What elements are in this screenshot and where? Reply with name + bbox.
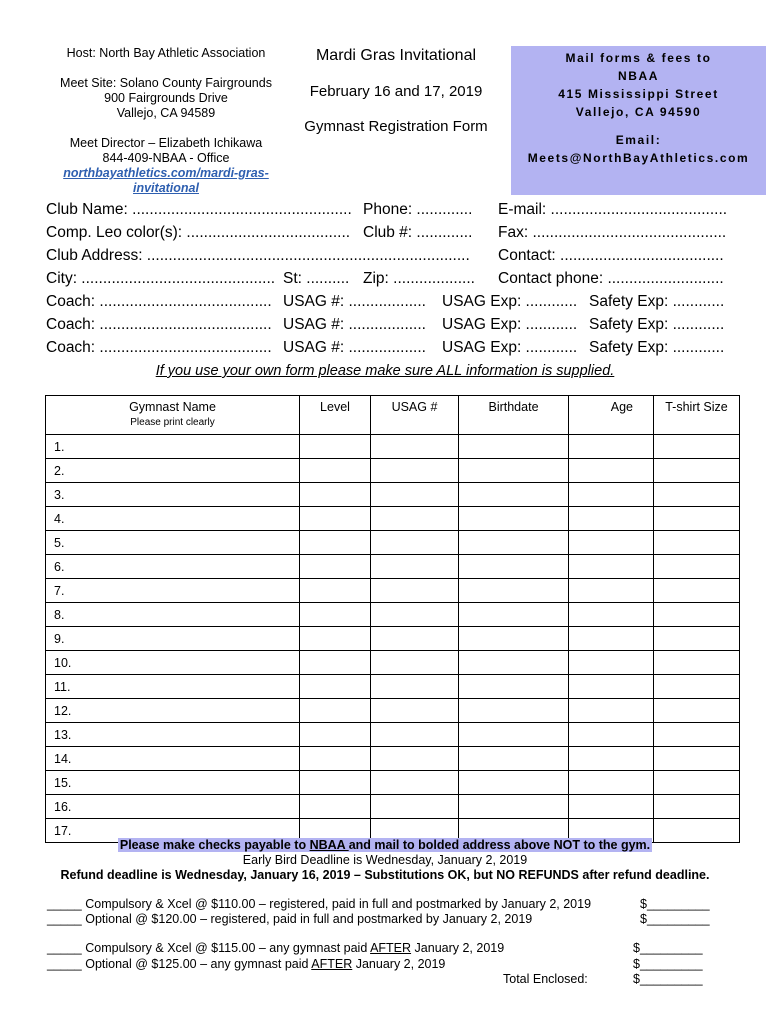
birthdate-cell[interactable] (459, 771, 569, 795)
event-title: Mardi Gras Invitational (315, 47, 477, 64)
age-cell[interactable] (569, 771, 654, 795)
age-cell[interactable] (569, 627, 654, 651)
host-info (50, 46, 282, 196)
amount-blank[interactable]: $_________ (640, 912, 710, 926)
checks-post: and mail to bolded address above NOT to the gym. (348, 838, 651, 852)
coach-safety-exp-field[interactable]: Safety Exp: ............ (589, 293, 725, 310)
amount-blank[interactable]: $_________ (633, 957, 703, 971)
event-dates: February 16 and 17, 2019 (309, 83, 483, 100)
usag-cell[interactable] (371, 675, 459, 699)
level-cell[interactable] (300, 795, 371, 819)
coach-usag-exp-field[interactable]: USAG Exp: ............ (442, 316, 578, 333)
fee3-post: January 2, 2019 (411, 941, 505, 955)
club-name-field[interactable]: Club Name: ................................................... (46, 201, 352, 218)
level-cell[interactable] (300, 435, 371, 459)
coach-usag-exp-field[interactable]: USAG Exp: ............ (442, 339, 578, 356)
checks-instruction (0, 838, 770, 852)
usag-cell[interactable] (371, 627, 459, 651)
coach-field[interactable]: Coach: ........................................ (46, 293, 272, 310)
age-cell[interactable] (569, 459, 654, 483)
table-row (46, 603, 740, 627)
age-cell[interactable] (569, 675, 654, 699)
form-name: Gymnast Registration Form (304, 118, 488, 135)
state-field[interactable]: St: .......... (283, 270, 350, 287)
level-cell[interactable] (300, 675, 371, 699)
usag-cell[interactable] (371, 507, 459, 531)
level-cell[interactable] (300, 483, 371, 507)
mail-line-2: NBAA (617, 69, 660, 83)
table-row (46, 675, 740, 699)
coach-field[interactable]: Coach: ........................................ (46, 316, 272, 333)
coach-usag-field[interactable]: USAG #: .................. (283, 316, 426, 333)
mail-line-4: Vallejo, CA 94590 (575, 105, 702, 119)
coach-safety-exp-field[interactable]: Safety Exp: ............ (589, 339, 725, 356)
col-age: Age (569, 396, 654, 435)
level-cell[interactable] (300, 747, 371, 771)
col-level: Level (300, 396, 371, 435)
col-birthdate: Birthdate (459, 396, 569, 435)
fee4-pre: _____ Optional @ $125.00 – any gymnast paid (47, 957, 312, 971)
birthdate-cell[interactable] (459, 483, 569, 507)
mail-line-3: 415 Mississippi Street (558, 87, 719, 101)
tshirt-cell[interactable] (654, 675, 740, 699)
tshirt-cell[interactable] (654, 579, 740, 603)
tshirt-cell[interactable] (654, 555, 740, 579)
table-row (46, 555, 740, 579)
fee-line-compulsory-early[interactable]: _____ Compulsory & Xcel @ $110.00 – registered, paid in full and postmarked by January 2, 2019 (47, 897, 592, 911)
col-gymnast-name-hint: Please print clearly (130, 417, 215, 428)
coach-usag-exp-field[interactable]: USAG Exp: ............ (442, 293, 578, 310)
amount-blank[interactable]: $_________ (633, 941, 703, 955)
fax-field[interactable]: Fax: ............................................. (498, 224, 727, 241)
birthdate-cell[interactable] (459, 627, 569, 651)
birthdate-cell[interactable] (459, 651, 569, 675)
early-bird-deadline: Early Bird Deadline is Wednesday, January 2, 2019 (242, 853, 528, 867)
gymnast-name-cell[interactable]: 15. (46, 771, 300, 795)
fee4-after: AFTER (311, 957, 353, 971)
table-row (46, 699, 740, 723)
usag-cell[interactable] (371, 555, 459, 579)
checks-pre: Please make checks payable to (119, 838, 310, 852)
gymnast-name-cell[interactable]: 9. (46, 627, 300, 651)
usag-cell[interactable] (371, 483, 459, 507)
usag-cell[interactable] (371, 603, 459, 627)
mail-email: Meets@NorthBayAthletics.com (527, 151, 750, 165)
usag-cell[interactable] (371, 435, 459, 459)
birthdate-cell[interactable] (459, 555, 569, 579)
tshirt-cell[interactable] (654, 507, 740, 531)
level-cell[interactable] (300, 531, 371, 555)
age-cell[interactable] (569, 579, 654, 603)
office-phone-line: 844-409-NBAA - Office (102, 151, 230, 165)
level-cell[interactable] (300, 771, 371, 795)
mail-line-1: Mail forms & fees to (565, 51, 712, 65)
coach-field[interactable]: Coach: ........................................ (46, 339, 272, 356)
level-cell[interactable] (300, 507, 371, 531)
age-cell[interactable] (569, 435, 654, 459)
event-website-link[interactable] (50, 166, 282, 196)
meet-site-line: Meet Site: Solano County Fairgrounds (60, 76, 272, 90)
table-row (46, 531, 740, 555)
contact-phone-field[interactable]: Contact phone: ........................... (498, 270, 724, 287)
usag-cell[interactable] (371, 651, 459, 675)
gymnast-name-cell[interactable]: 1. (46, 435, 300, 459)
table-row (46, 507, 740, 531)
leo-color-field[interactable]: Comp. Leo color(s): ...................................... (46, 224, 351, 241)
tshirt-cell[interactable] (654, 747, 740, 771)
fee-line-optional-late[interactable] (47, 957, 445, 971)
gymnast-name-cell[interactable]: 7. (46, 579, 300, 603)
gymnast-table (45, 395, 740, 843)
tshirt-cell[interactable] (654, 531, 740, 555)
coach-safety-exp-field[interactable]: Safety Exp: ............ (589, 316, 725, 333)
birthdate-cell[interactable] (459, 507, 569, 531)
table-row (46, 627, 740, 651)
table-header-row (46, 396, 740, 435)
table-row (46, 579, 740, 603)
table-row (46, 771, 740, 795)
usag-cell[interactable] (371, 747, 459, 771)
gymnast-table-body (46, 435, 740, 843)
birthdate-cell[interactable] (459, 699, 569, 723)
table-row (46, 795, 740, 819)
coach-usag-field[interactable]: USAG #: .................. (283, 339, 426, 356)
usag-cell[interactable] (371, 531, 459, 555)
meet-address-line: 900 Fairgrounds Drive (104, 91, 228, 105)
club-number-field[interactable]: Club #: ............. (363, 224, 473, 241)
level-cell[interactable] (300, 723, 371, 747)
mail-instructions-box (511, 46, 766, 195)
level-cell[interactable] (300, 651, 371, 675)
gymnast-name-cell[interactable]: 2. (46, 459, 300, 483)
event-website-link-part2: invitational (133, 181, 199, 195)
birthdate-cell[interactable] (459, 723, 569, 747)
col-tshirt: T-shirt Size (654, 396, 740, 435)
birthdate-cell[interactable] (459, 675, 569, 699)
contact-field[interactable]: Contact: ...................................... (498, 247, 724, 264)
email-field[interactable]: E-mail: ......................................... (498, 201, 728, 218)
gymnast-name-cell[interactable]: 16. (46, 795, 300, 819)
birthdate-cell[interactable] (459, 795, 569, 819)
refund-deadline: Refund deadline is Wednesday, January 16, 2019 – Substitutions OK, but NO REFUNDS after refund deadline. (60, 868, 710, 882)
level-cell[interactable] (300, 555, 371, 579)
usag-cell[interactable] (371, 699, 459, 723)
gymnast-name-cell[interactable]: 4. (46, 507, 300, 531)
city-field[interactable]: City: ............................................. (46, 270, 276, 287)
age-cell[interactable] (569, 483, 654, 507)
usag-cell[interactable] (371, 579, 459, 603)
meet-director-line: Meet Director – Elizabeth Ichikawa (69, 136, 263, 150)
club-address-field[interactable]: Club Address: ........................................................................... (46, 247, 470, 264)
gymnast-name-cell[interactable]: 8. (46, 603, 300, 627)
level-cell[interactable] (300, 459, 371, 483)
age-cell[interactable] (569, 795, 654, 819)
birthdate-cell[interactable] (459, 579, 569, 603)
coach-usag-field[interactable]: USAG #: .................. (283, 293, 426, 310)
event-website-link-part1: northbayathletics.com/mardi-gras- (63, 166, 269, 180)
birthdate-cell[interactable] (459, 531, 569, 555)
age-cell[interactable] (569, 723, 654, 747)
checks-nbaa: NBAA (309, 838, 349, 852)
level-cell[interactable] (300, 699, 371, 723)
own-form-notice: If you use your own form please make sure ALL information is supplied. (155, 363, 615, 379)
fee-line-optional-early[interactable]: _____ Optional @ $120.00 – registered, paid in full and postmarked by January 2, 2019 (47, 912, 533, 926)
tshirt-cell[interactable] (654, 795, 740, 819)
age-cell[interactable] (569, 651, 654, 675)
tshirt-cell[interactable] (654, 651, 740, 675)
tshirt-cell[interactable] (654, 723, 740, 747)
table-row (46, 435, 740, 459)
tshirt-cell[interactable] (654, 627, 740, 651)
tshirt-cell[interactable] (654, 435, 740, 459)
host-line: Host: North Bay Athletic Association (66, 46, 266, 60)
fee3-pre: _____ Compulsory & Xcel @ $115.00 – any gymnast paid (47, 941, 371, 955)
tshirt-cell[interactable] (654, 699, 740, 723)
phone-field[interactable]: Phone: ............. (363, 201, 473, 218)
gymnast-name-cell[interactable]: 6. (46, 555, 300, 579)
age-cell[interactable] (569, 603, 654, 627)
age-cell[interactable] (569, 555, 654, 579)
col-gymnast-name (46, 396, 300, 435)
table-row (46, 747, 740, 771)
gymnast-name-cell[interactable]: 10. (46, 651, 300, 675)
fee-line-compulsory-late[interactable] (47, 941, 504, 955)
birthdate-cell[interactable] (459, 603, 569, 627)
fee3-after: AFTER (370, 941, 412, 955)
gymnast-name-cell[interactable]: 13. (46, 723, 300, 747)
level-cell[interactable] (300, 579, 371, 603)
table-row (46, 483, 740, 507)
usag-cell[interactable] (371, 723, 459, 747)
total-enclosed-label: Total Enclosed: (503, 972, 588, 986)
age-cell[interactable] (569, 531, 654, 555)
level-cell[interactable] (300, 603, 371, 627)
gymnast-name-cell[interactable]: 11. (46, 675, 300, 699)
zip-field[interactable]: Zip: ................... (363, 270, 475, 287)
meet-city-line: Vallejo, CA 94589 (116, 106, 216, 120)
birthdate-cell[interactable] (459, 747, 569, 771)
usag-cell[interactable] (371, 771, 459, 795)
fee4-post: January 2, 2019 (352, 957, 446, 971)
usag-cell[interactable] (371, 459, 459, 483)
age-cell[interactable] (569, 507, 654, 531)
tshirt-cell[interactable] (654, 483, 740, 507)
col-gymnast-name-label: Gymnast Name (129, 400, 216, 414)
amount-blank[interactable]: $_________ (640, 897, 710, 911)
gymnast-name-cell[interactable]: 14. (46, 747, 300, 771)
col-usag: USAG # (371, 396, 459, 435)
table-row (46, 723, 740, 747)
usag-cell[interactable] (371, 795, 459, 819)
mail-email-label: Email: (615, 133, 662, 147)
table-row (46, 651, 740, 675)
checks-highlight (118, 838, 652, 852)
tshirt-cell[interactable] (654, 603, 740, 627)
birthdate-cell[interactable] (459, 459, 569, 483)
table-row (46, 459, 740, 483)
gymnast-name-cell[interactable]: 5. (46, 531, 300, 555)
total-amount-blank[interactable]: $_________ (633, 972, 703, 986)
tshirt-cell[interactable] (654, 459, 740, 483)
age-cell[interactable] (569, 699, 654, 723)
birthdate-cell[interactable] (459, 435, 569, 459)
gymnast-name-cell[interactable]: 12. (46, 699, 300, 723)
gymnast-name-cell[interactable]: 3. (46, 483, 300, 507)
level-cell[interactable] (300, 627, 371, 651)
gymnast-name-cell[interactable]: 17. (46, 819, 300, 843)
tshirt-cell[interactable] (654, 771, 740, 795)
age-cell[interactable] (569, 747, 654, 771)
event-header (290, 46, 502, 137)
